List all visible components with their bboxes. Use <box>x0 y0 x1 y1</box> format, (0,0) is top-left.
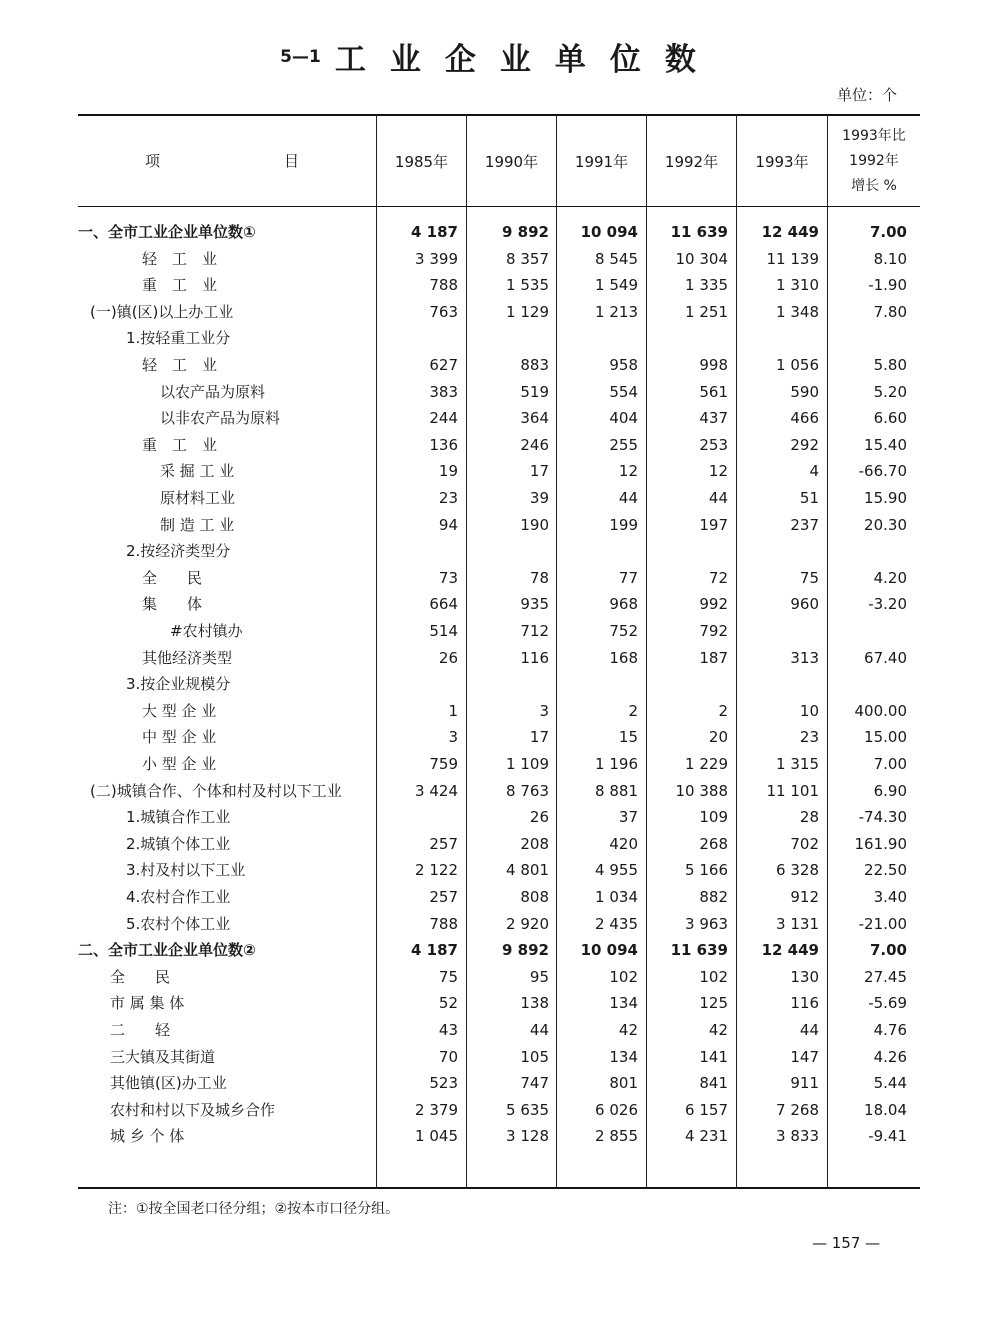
cell-value: 28 <box>799 808 819 826</box>
row-label: 小 型 企 业 <box>142 755 217 773</box>
cell-value: 3 399 <box>415 250 458 268</box>
header-year: 1992年 <box>664 152 719 171</box>
cell-value: 7.80 <box>873 303 907 321</box>
cell-value: 1 535 <box>506 276 549 294</box>
row-label: 3.村及村以下工业 <box>126 861 246 879</box>
header-year: 1985年 <box>394 152 449 171</box>
cell-value: 1 315 <box>776 755 819 773</box>
cell-value: 6 157 <box>685 1101 728 1119</box>
cell-value: 10 304 <box>675 250 728 268</box>
cell-value: -5.69 <box>868 994 907 1012</box>
cell-value: 554 <box>609 383 638 401</box>
cell-value: 1 045 <box>415 1127 458 1145</box>
cell-value: 10 <box>799 702 819 720</box>
cell-value: 1 109 <box>506 755 549 773</box>
cell-value: 968 <box>609 595 638 613</box>
table-row <box>78 804 920 831</box>
cell-value: 1 056 <box>776 356 819 374</box>
row-label: 2.城镇个体工业 <box>126 835 231 853</box>
table-row <box>78 645 920 672</box>
table-row <box>78 831 920 858</box>
cell-value: 6.60 <box>873 409 907 427</box>
cell-value: 138 <box>520 994 549 1012</box>
cell-value: 1 229 <box>685 755 728 773</box>
cell-value: 44 <box>708 489 728 507</box>
row-label: 采 掘 工 业 <box>160 462 235 480</box>
cell-value: -1.90 <box>868 276 907 294</box>
cell-value: 109 <box>699 808 728 826</box>
header-growth <box>828 116 920 206</box>
cell-value: 420 <box>609 835 638 853</box>
bottom-rule <box>78 1187 920 1189</box>
cell-value: -66.70 <box>858 462 907 480</box>
cell-value: 960 <box>790 595 819 613</box>
cell-value: 102 <box>609 968 638 986</box>
cell-value: 37 <box>618 808 638 826</box>
cell-value: 3 128 <box>506 1127 549 1145</box>
cell-value: 15.90 <box>864 489 907 507</box>
table-row <box>78 246 920 273</box>
cell-value: 2 <box>718 702 728 720</box>
cell-value: 1 335 <box>685 276 728 294</box>
table-row <box>78 591 920 618</box>
cell-value: 10 388 <box>675 782 728 800</box>
cell-value: 116 <box>790 994 819 1012</box>
cell-value: 808 <box>520 888 549 906</box>
header-growth-line: 1993年比 <box>842 127 906 144</box>
cell-value: 105 <box>520 1048 549 1066</box>
cell-value: 8.10 <box>873 250 907 268</box>
cell-value: 257 <box>429 835 458 853</box>
cell-value: 3 833 <box>776 1127 819 1145</box>
cell-value: 1 251 <box>685 303 728 321</box>
cell-value: 27.45 <box>864 968 907 986</box>
cell-value: 18.04 <box>864 1101 907 1119</box>
row-label: 1.按轻重工业分 <box>126 329 231 347</box>
cell-value: 237 <box>790 516 819 534</box>
cell-value: 882 <box>699 888 728 906</box>
cell-value: 17 <box>529 462 549 480</box>
cell-value: 702 <box>790 835 819 853</box>
cell-value: 6 328 <box>776 861 819 879</box>
cell-value: 197 <box>699 516 728 534</box>
row-label: 其他经济类型 <box>142 649 233 667</box>
cell-value: 292 <box>790 436 819 454</box>
table-row <box>78 379 920 406</box>
cell-value: 3 <box>448 728 458 746</box>
cell-value: 519 <box>520 383 549 401</box>
table-row <box>78 512 920 539</box>
cell-value: 43 <box>438 1021 458 1039</box>
cell-value: 11 639 <box>670 941 728 959</box>
cell-value: 664 <box>429 595 458 613</box>
cell-value: 7.00 <box>869 223 907 241</box>
footnote: 注：①按全国老口径分组；②按本市口径分组。 <box>108 1201 400 1217</box>
cell-value: 10 094 <box>580 223 638 241</box>
cell-value: 257 <box>429 888 458 906</box>
cell-value: 44 <box>799 1021 819 1039</box>
cell-value: 2 855 <box>595 1127 638 1145</box>
table-row <box>78 458 920 485</box>
table-row <box>78 671 920 698</box>
row-label: 全 民 <box>110 968 171 986</box>
table-row <box>78 990 920 1017</box>
row-label: 制 造 工 业 <box>160 516 235 534</box>
cell-value: 1 129 <box>506 303 549 321</box>
cell-value: 759 <box>429 755 458 773</box>
row-label: 城 乡 个 体 <box>110 1127 185 1145</box>
cell-value: 4 187 <box>411 941 458 959</box>
cell-value: 911 <box>790 1074 819 1092</box>
cell-value: 1 196 <box>595 755 638 773</box>
cell-value: 26 <box>529 808 549 826</box>
cell-value: 364 <box>520 409 549 427</box>
cell-value: 763 <box>429 303 458 321</box>
cell-value: -9.41 <box>868 1127 907 1145</box>
cell-value: 67.40 <box>864 649 907 667</box>
cell-value: 1 <box>448 702 458 720</box>
cell-value: 134 <box>609 1048 638 1066</box>
row-label: 重 工 业 <box>142 276 218 294</box>
table-row <box>78 1044 920 1071</box>
table-row <box>78 325 920 352</box>
cell-value: 75 <box>799 569 819 587</box>
row-label: 全 民 <box>142 569 203 587</box>
row-label: 轻 工 业 <box>142 250 218 268</box>
table-number: 5—1 <box>280 46 321 67</box>
cell-value: 1 348 <box>776 303 819 321</box>
cell-value: 134 <box>609 994 638 1012</box>
cell-value: 78 <box>529 569 549 587</box>
cell-value: 792 <box>699 622 728 640</box>
table-title-text: 工业企业单位数 <box>334 42 720 78</box>
cell-value: 883 <box>520 356 549 374</box>
cell-value: 712 <box>520 622 549 640</box>
cell-value: 11 139 <box>766 250 819 268</box>
row-label: 以农产品为原料 <box>160 383 266 401</box>
cell-value: 1 213 <box>595 303 638 321</box>
cell-value: 437 <box>699 409 728 427</box>
cell-value: 9 892 <box>502 941 549 959</box>
table-row <box>78 778 920 805</box>
header-year: 1991年 <box>574 152 629 171</box>
cell-value: 400.00 <box>854 702 907 720</box>
cell-value: 747 <box>520 1074 549 1092</box>
cell-value: 168 <box>609 649 638 667</box>
header-item-b: 目 <box>284 152 300 170</box>
cell-value: 52 <box>438 994 458 1012</box>
cell-value: 141 <box>699 1048 728 1066</box>
cell-value: 19 <box>438 462 458 480</box>
cell-value: 912 <box>790 888 819 906</box>
table-row <box>78 352 920 379</box>
cell-value: 8 357 <box>506 250 549 268</box>
cell-value: 39 <box>529 489 549 507</box>
header-year: 1990年 <box>484 152 539 171</box>
cell-value: 23 <box>438 489 458 507</box>
table-row <box>78 1123 920 1150</box>
cell-value: 752 <box>609 622 638 640</box>
row-label: 4.农村合作工业 <box>126 888 231 906</box>
table-title <box>0 34 1000 79</box>
row-label: 集 体 <box>142 595 203 613</box>
cell-value: 17 <box>529 728 549 746</box>
cell-value: 466 <box>790 409 819 427</box>
cell-value: 4 231 <box>685 1127 728 1145</box>
cell-value: 6 026 <box>595 1101 638 1119</box>
cell-value: 12 449 <box>761 223 819 241</box>
cell-value: 404 <box>609 409 638 427</box>
cell-value: 1 310 <box>776 276 819 294</box>
table-row <box>78 272 920 299</box>
row-label: 以非农产品为原料 <box>160 409 281 427</box>
cell-value: 190 <box>520 516 549 534</box>
table-row <box>78 724 920 751</box>
cell-value: 958 <box>609 356 638 374</box>
cell-value: 246 <box>520 436 549 454</box>
header-growth-line: 增长 % <box>851 177 897 194</box>
row-label: 中 型 企 业 <box>142 728 217 746</box>
row-label: 轻 工 业 <box>142 356 218 374</box>
cell-value: 208 <box>520 835 549 853</box>
cell-value: 136 <box>429 436 458 454</box>
cell-value: 4.26 <box>873 1048 907 1066</box>
table-row <box>78 1097 920 1124</box>
table-row <box>78 884 920 911</box>
cell-value: 12 <box>618 462 638 480</box>
cell-value: 187 <box>699 649 728 667</box>
cell-value: 10 094 <box>580 941 638 959</box>
cell-value: 253 <box>699 436 728 454</box>
row-label: 市 属 集 体 <box>110 994 185 1012</box>
table-row <box>78 219 920 246</box>
cell-value: 26 <box>438 649 458 667</box>
cell-value: 4 955 <box>595 861 638 879</box>
table-row <box>78 1017 920 1044</box>
cell-value: 4 <box>809 462 819 480</box>
row-label: 一、全市工业企业单位数① <box>78 223 256 241</box>
cell-value: 51 <box>799 489 819 507</box>
cell-value: 11 639 <box>670 223 728 241</box>
cell-value: 268 <box>699 835 728 853</box>
cell-value: 4 187 <box>411 223 458 241</box>
cell-value: 72 <box>708 569 728 587</box>
table-row <box>78 911 920 938</box>
cell-value: 147 <box>790 1048 819 1066</box>
cell-value: 77 <box>618 569 638 587</box>
header-rule <box>78 206 920 207</box>
cell-value: 12 449 <box>761 941 819 959</box>
row-label: 重 工 业 <box>142 436 218 454</box>
cell-value: -21.00 <box>858 915 907 933</box>
table-row <box>78 432 920 459</box>
cell-value: 8 881 <box>595 782 638 800</box>
cell-value: 94 <box>438 516 458 534</box>
cell-value: 383 <box>429 383 458 401</box>
cell-value: 523 <box>429 1074 458 1092</box>
header-year: 1993年 <box>755 152 809 171</box>
cell-value: 2 379 <box>415 1101 458 1119</box>
cell-value: 2 122 <box>415 861 458 879</box>
cell-value: 116 <box>520 649 549 667</box>
cell-value: -74.30 <box>858 808 907 826</box>
cell-value: 23 <box>799 728 819 746</box>
row-label: 3.按企业规模分 <box>126 675 231 693</box>
cell-value: 841 <box>699 1074 728 1092</box>
cell-value: 3 963 <box>685 915 728 933</box>
row-label: (一)镇(区)以上办工业 <box>90 303 234 321</box>
row-label: 原材料工业 <box>160 489 236 507</box>
cell-value: 22.50 <box>864 861 907 879</box>
cell-value: 1 034 <box>595 888 638 906</box>
cell-value: 42 <box>618 1021 638 1039</box>
cell-value: 12 <box>708 462 728 480</box>
table-row <box>78 937 920 964</box>
cell-value: -3.20 <box>868 595 907 613</box>
cell-value: 7.00 <box>873 755 907 773</box>
cell-value: 5.20 <box>873 383 907 401</box>
row-label: 三大镇及其街道 <box>110 1048 216 1066</box>
cell-value: 5.44 <box>873 1074 907 1092</box>
header-growth-line: 1992年 <box>849 152 899 169</box>
cell-value: 998 <box>699 356 728 374</box>
cell-value: 6.90 <box>873 782 907 800</box>
header-item <box>78 116 376 206</box>
cell-value: 11 101 <box>766 782 819 800</box>
table-row <box>78 485 920 512</box>
cell-value: 15 <box>618 728 638 746</box>
cell-value: 15.00 <box>864 728 907 746</box>
unit-label: 单位：个 <box>836 86 897 104</box>
cell-value: 244 <box>429 409 458 427</box>
cell-value: 590 <box>790 383 819 401</box>
cell-value: 20.30 <box>864 516 907 534</box>
cell-value: 1 549 <box>595 276 638 294</box>
cell-value: 8 545 <box>595 250 638 268</box>
table-row <box>78 857 920 884</box>
cell-value: 5 166 <box>685 861 728 879</box>
cell-value: 125 <box>699 994 728 1012</box>
table-row <box>78 538 920 565</box>
cell-value: 8 763 <box>506 782 549 800</box>
table-row <box>78 964 920 991</box>
cell-value: 3 424 <box>415 782 458 800</box>
cell-value: 9 892 <box>502 223 549 241</box>
cell-value: 3 131 <box>776 915 819 933</box>
cell-value: 199 <box>609 516 638 534</box>
cell-value: 561 <box>699 383 728 401</box>
row-label: 二 轻 <box>110 1021 171 1039</box>
cell-value: 130 <box>790 968 819 986</box>
cell-value: 70 <box>438 1048 458 1066</box>
cell-value: 627 <box>429 356 458 374</box>
row-label: 1.城镇合作工业 <box>126 808 231 826</box>
row-label: 农村和村以下及城乡合作 <box>110 1101 276 1119</box>
cell-value: 4.20 <box>873 569 907 587</box>
cell-value: 102 <box>699 968 728 986</box>
cell-value: 20 <box>708 728 728 746</box>
row-label: 大 型 企 业 <box>142 702 217 720</box>
cell-value: 5.80 <box>873 356 907 374</box>
cell-value: 2 <box>628 702 638 720</box>
table-row <box>78 1070 920 1097</box>
cell-value: 788 <box>429 276 458 294</box>
cell-value: 161.90 <box>854 835 907 853</box>
cell-value: 801 <box>609 1074 638 1092</box>
cell-value: 3.40 <box>873 888 907 906</box>
cell-value: 2 435 <box>595 915 638 933</box>
cell-value: 42 <box>708 1021 728 1039</box>
cell-value: 15.40 <box>864 436 907 454</box>
cell-value: 313 <box>790 649 819 667</box>
cell-value: 75 <box>438 968 458 986</box>
cell-value: 935 <box>520 595 549 613</box>
cell-value: 2 920 <box>506 915 549 933</box>
header-item-a: 项 <box>145 152 161 170</box>
row-label: 5.农村个体工业 <box>126 915 231 933</box>
table-row <box>78 618 920 645</box>
row-label: 2.按经济类型分 <box>126 542 231 560</box>
cell-value: 4 801 <box>506 861 549 879</box>
cell-value: 44 <box>618 489 638 507</box>
cell-value: 514 <box>429 622 458 640</box>
cell-value: 5 635 <box>506 1101 549 1119</box>
table-row <box>78 405 920 432</box>
cell-value: 44 <box>529 1021 549 1039</box>
table-row <box>78 698 920 725</box>
row-label: #农村镇办 <box>170 622 243 640</box>
table-row <box>78 299 920 326</box>
page-number: — 157 — <box>812 1234 881 1252</box>
row-label: (二)城镇合作、个体和村及村以下工业 <box>90 782 342 800</box>
cell-value: 73 <box>438 569 458 587</box>
table-row <box>78 751 920 778</box>
cell-value: 255 <box>609 436 638 454</box>
cell-value: 7 268 <box>776 1101 819 1119</box>
cell-value: 3 <box>539 702 549 720</box>
cell-value: 7.00 <box>869 941 907 959</box>
cell-value: 4.76 <box>873 1021 907 1039</box>
cell-value: 95 <box>529 968 549 986</box>
row-label: 二、全市工业企业单位数② <box>78 941 256 959</box>
row-label: 其他镇(区)办工业 <box>110 1074 227 1092</box>
cell-value: 992 <box>699 595 728 613</box>
cell-value: 788 <box>429 915 458 933</box>
table-row <box>78 565 920 592</box>
